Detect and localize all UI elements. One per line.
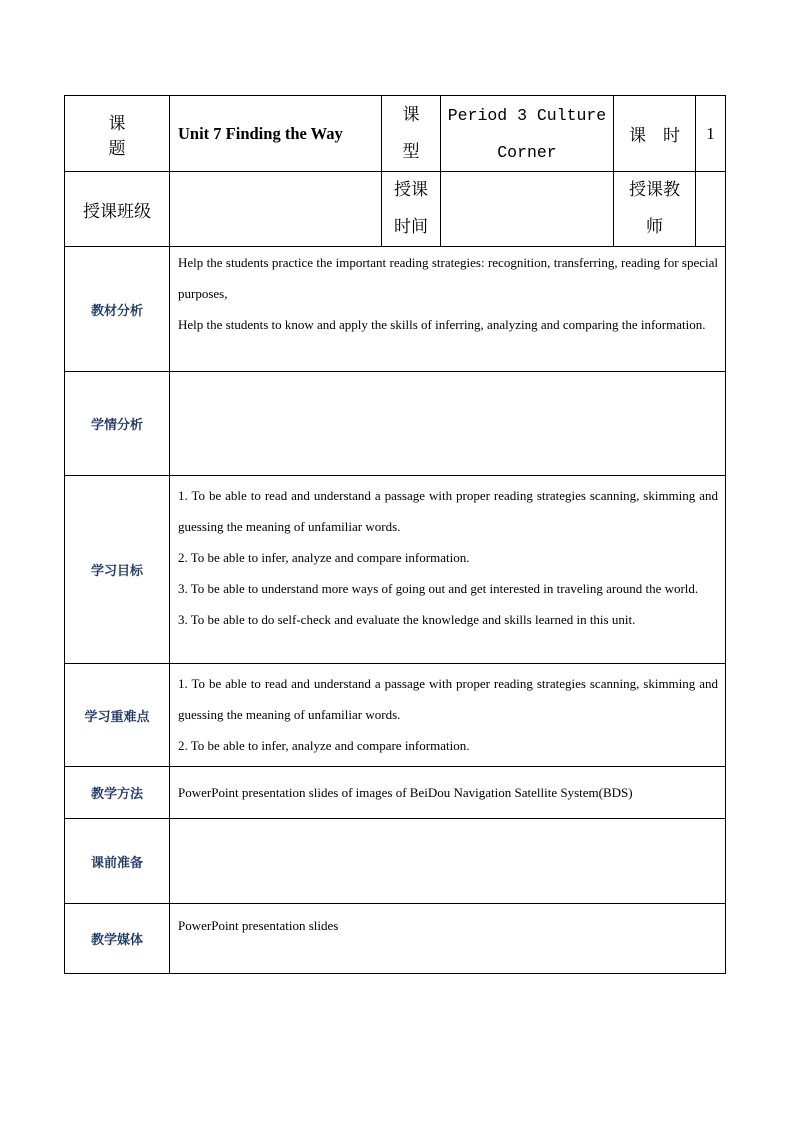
preparation-label: 课前准备 <box>65 819 170 904</box>
topic-label: 课 题 <box>65 96 170 172</box>
time-label-line-1: 授课 <box>394 180 428 200</box>
type-value <box>441 96 614 172</box>
type-value-line-2: Corner <box>497 142 557 162</box>
material-row <box>65 247 726 372</box>
objective-item: 1. To be able to read and understand a passage with proper reading strategies scanning, skimming and guessing the meaning of unfamiliar words. <box>178 488 718 534</box>
teacher-label-line-2: 师 <box>646 217 663 237</box>
key-point-item: 2. To be able to infer, analyze and compare information. <box>178 738 470 753</box>
key-point-item: 1. To be able to read and understand a passage with proper reading strategies scanning, skimming and guessing the meaning of unfamiliar words. <box>178 676 718 722</box>
preparation-content <box>170 819 726 904</box>
material-line: Help the students to know and apply the skills of inferring, analyzing and comparing the information. <box>178 317 706 332</box>
teacher-label <box>614 172 696 247</box>
class-value <box>170 172 382 247</box>
objective-item: 3. To be able to understand more ways of going out and get interested in traveling around the world. <box>178 581 699 596</box>
key-points-row <box>65 664 726 767</box>
time-label <box>382 172 441 247</box>
material-label: 教材分析 <box>65 247 170 372</box>
methods-line: PowerPoint presentation slides of images of BeiDou Navigation Satellite System(BDS) <box>178 785 633 800</box>
lesson-plan-table <box>64 95 726 974</box>
type-label <box>382 96 441 172</box>
methods-row <box>65 767 726 819</box>
objectives-content <box>170 476 726 664</box>
teacher-value <box>696 172 726 247</box>
time-label-line-2: 时间 <box>394 217 428 237</box>
objectives-row <box>65 476 726 664</box>
type-value-line-1: Period 3 Culture <box>447 105 607 125</box>
header-row <box>65 96 726 172</box>
key-points-content <box>170 664 726 767</box>
media-row <box>65 904 726 974</box>
students-content <box>170 372 726 476</box>
time-value <box>441 172 614 247</box>
teacher-label-line-1: 授课教 <box>629 180 680 200</box>
preparation-row <box>65 819 726 904</box>
students-label: 学情分析 <box>65 372 170 476</box>
media-content <box>170 904 726 974</box>
media-label: 教学媒体 <box>65 904 170 974</box>
class-row <box>65 172 726 247</box>
material-content <box>170 247 726 372</box>
objective-item: 2. To be able to infer, analyze and compare information. <box>178 550 470 565</box>
material-line: Help the students practice the important reading strategies: recognition, transferring, reading for special purposes, <box>178 255 718 301</box>
class-label: 授课班级 <box>65 172 170 247</box>
type-label-line-1: 课 <box>402 104 420 125</box>
key-points-label: 学习重难点 <box>65 664 170 767</box>
hours-value: 1 <box>696 96 726 172</box>
media-line: PowerPoint presentation slides <box>178 918 339 933</box>
students-row <box>65 372 726 476</box>
methods-content <box>170 767 726 819</box>
topic-value: Unit 7 Finding the Way <box>170 96 382 172</box>
type-label-line-2: 型 <box>402 141 420 162</box>
objectives-label: 学习目标 <box>65 476 170 664</box>
hours-label: 课 时 <box>614 96 696 172</box>
methods-label: 教学方法 <box>65 767 170 819</box>
objective-item: 3. To be able to do self-check and evaluate the knowledge and skills learned in this unit. <box>178 612 636 627</box>
